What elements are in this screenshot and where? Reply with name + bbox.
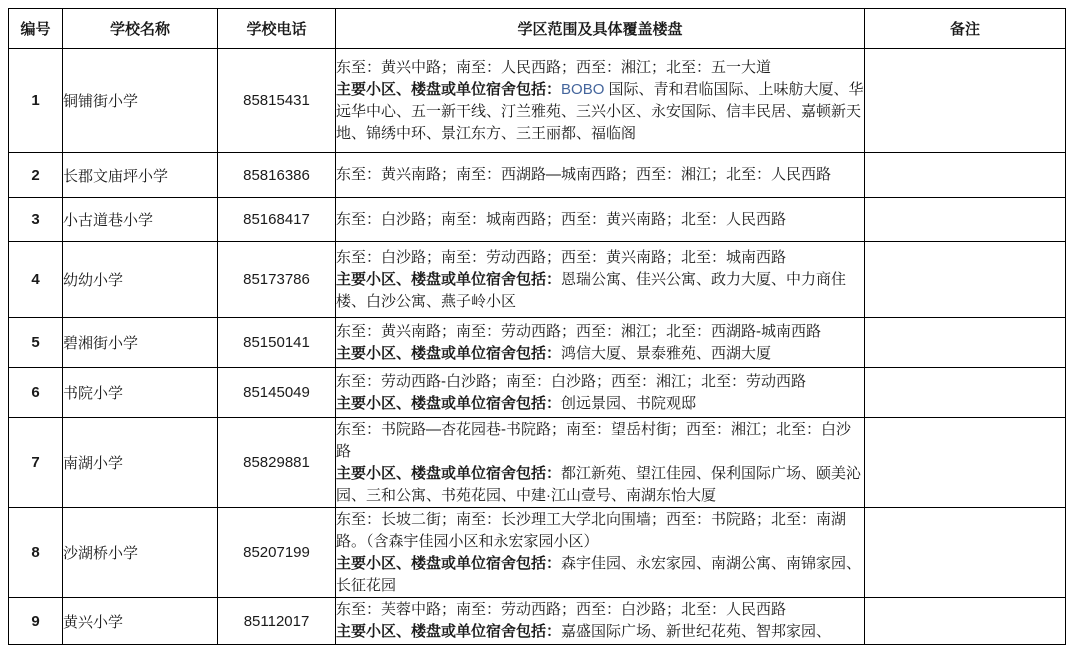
school-name: 黄兴小学 (63, 598, 218, 645)
table-header-row (9, 9, 1066, 49)
remark-cell (865, 318, 1066, 368)
district-detail (336, 49, 865, 153)
table-row (9, 49, 1066, 153)
remark-cell (865, 418, 1066, 508)
district-detail (336, 598, 865, 645)
table-row (9, 598, 1066, 645)
boundary-text: 东至：书院路—杏花园巷-书院路；南至：望岳村街；西至：湘江；北至：白沙路 (336, 420, 851, 460)
estates-text: 主要小区、楼盘或单位宿舍包括：都江新苑、望江佳园、保利国际广场、颐美沁园、三和公寓、书苑花园、中建·江山壹号、南湖东怡大厦 (336, 464, 862, 504)
school-phone: 85815431 (218, 49, 336, 153)
school-name: 南湖小学 (63, 418, 218, 508)
school-name: 小古道巷小学 (63, 198, 218, 242)
school-phone: 85145049 (218, 368, 336, 418)
row-number: 6 (9, 368, 63, 418)
remark-cell (865, 598, 1066, 645)
remark-cell (865, 49, 1066, 153)
header-school-name: 学校名称 (63, 9, 218, 49)
school-name: 书院小学 (63, 368, 218, 418)
district-detail (336, 508, 865, 598)
header-district-detail: 学区范围及具体覆盖楼盘 (336, 9, 865, 49)
row-number: 8 (9, 508, 63, 598)
remark-cell (865, 242, 1066, 318)
school-phone: 85816386 (218, 153, 336, 198)
table-row (9, 153, 1066, 198)
estates-text: 主要小区、楼盘或单位宿舍包括：恩瑞公寓、佳兴公寓、政力大厦、中力商住楼、白沙公寓、燕子岭小区 (336, 270, 847, 310)
district-detail (336, 418, 865, 508)
school-phone: 85112017 (218, 598, 336, 645)
remark-cell (865, 368, 1066, 418)
district-detail (336, 198, 865, 242)
header-school-phone: 学校电话 (218, 9, 336, 49)
district-detail (336, 368, 865, 418)
remark-cell (865, 198, 1066, 242)
district-detail (336, 318, 865, 368)
school-name: 沙湖桥小学 (63, 508, 218, 598)
school-phone: 85207199 (218, 508, 336, 598)
row-number: 1 (9, 49, 63, 153)
estates-text: 主要小区、楼盘或单位宿舍包括：BOBO 国际、青和君临国际、上味舫大厦、华远华中心、五一新干线、汀兰雅苑、三兴小区、永安国际、信丰民居、嘉顿新天地、锦绣中环、景江东方、三王丽都、福临阁 (336, 80, 864, 142)
district-detail (336, 153, 865, 198)
school-name: 铜铺街小学 (63, 49, 218, 153)
boundary-text: 东至：白沙路；南至：劳动西路；西至：黄兴南路；北至：城南西路 (336, 248, 787, 266)
highlighted-word: BOBO (561, 80, 605, 98)
table-row (9, 368, 1066, 418)
row-number: 9 (9, 598, 63, 645)
school-name: 长郡文庙坪小学 (63, 153, 218, 198)
boundary-text: 东至：黄兴南路；南至：西湖路—城南西路；西至：湘江；北至：人民西路 (336, 166, 832, 183)
row-number: 5 (9, 318, 63, 368)
estates-text: 主要小区、楼盘或单位宿舍包括：森宇佳园、永宏家园、南湖公寓、南锦家园、长征花园 (336, 554, 862, 594)
boundary-text: 东至：芙蓉中路；南至：劳动西路；西至：白沙路；北至：人民西路 (336, 601, 787, 618)
school-district-document (8, 8, 1066, 646)
boundary-text: 东至：长坡二街；南至：长沙理工大学北向围墙；西至：书院路；北至：南湖路。（含森宇佳园小区和永宏家园小区） (336, 510, 847, 550)
table-row (9, 198, 1066, 242)
remark-cell (865, 508, 1066, 598)
school-phone: 85150141 (218, 318, 336, 368)
table-row (9, 508, 1066, 598)
boundary-text: 东至：黄兴中路；南至：人民西路；西至：湘江；北至：五一大道 (336, 58, 772, 76)
boundary-text: 东至：白沙路；南至：城南西路；西至：黄兴南路；北至：人民西路 (336, 210, 787, 228)
row-number: 4 (9, 242, 63, 318)
district-detail (336, 242, 865, 318)
school-district-table (8, 8, 1066, 645)
estates-text: 主要小区、楼盘或单位宿舍包括：创远景园、书院观邸 (336, 394, 697, 412)
boundary-text: 东至：劳动西路-白沙路；南至：白沙路；西至：湘江；北至：劳动西路 (336, 372, 806, 390)
row-number: 2 (9, 153, 63, 198)
school-phone: 85829881 (218, 418, 336, 508)
table-row (9, 318, 1066, 368)
boundary-text: 东至：黄兴南路；南至：劳动西路；西至：湘江；北至：西湖路-城南西路 (336, 322, 821, 340)
table-row (9, 418, 1066, 508)
estates-text: 主要小区、楼盘或单位宿舍包括：鸿信大厦、景泰雅苑、西湖大厦 (336, 344, 772, 362)
remark-cell (865, 153, 1066, 198)
school-phone: 85168417 (218, 198, 336, 242)
estates-text: 主要小区、楼盘或单位宿舍包括：嘉盛国际广场、新世纪花苑、智邦家园、 (336, 623, 832, 640)
header-number: 编号 (9, 9, 63, 49)
table-row (9, 242, 1066, 318)
school-name: 碧湘街小学 (63, 318, 218, 368)
school-name: 幼幼小学 (63, 242, 218, 318)
school-phone: 85173786 (218, 242, 336, 318)
header-remark: 备注 (865, 9, 1066, 49)
row-number: 7 (9, 418, 63, 508)
row-number: 3 (9, 198, 63, 242)
